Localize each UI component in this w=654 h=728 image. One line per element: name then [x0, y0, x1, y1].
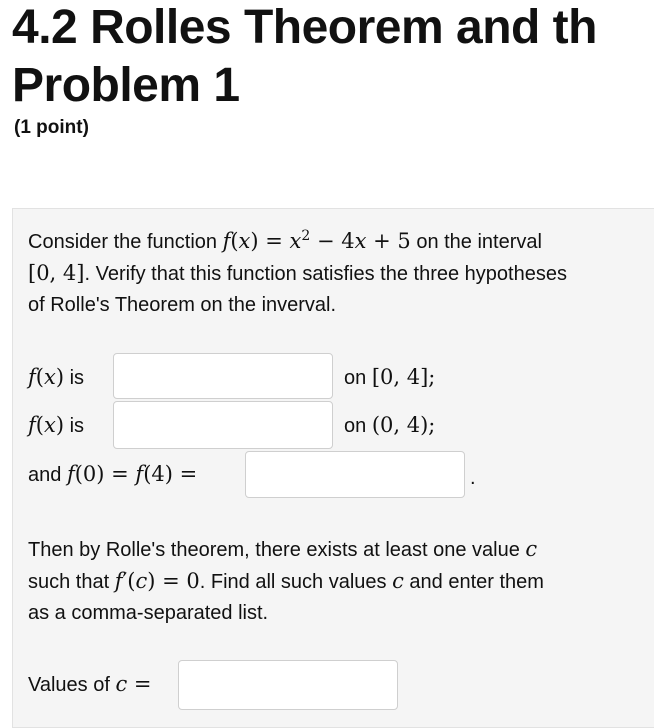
function-expression: $f(x) = x^2 - 4x + 5$: [222, 228, 411, 253]
row3-label: and f(0) = f(4) =: [28, 462, 198, 486]
problem-title: Problem 1: [12, 59, 240, 112]
continuity-input[interactable]: [113, 353, 333, 399]
then-line-1: Then by Rolle's theorem, there exists at least one value c: [28, 537, 538, 561]
row1-interval: on [0, 4];: [344, 365, 436, 389]
row2-label: f(x) is: [28, 413, 85, 437]
intro-line-1: Consider the function $f(x) = x^2 - 4x + 5$ on the interval: [28, 228, 542, 253]
equal-value-input[interactable]: [245, 451, 465, 498]
row2-interval: on (0, 4);: [344, 413, 436, 437]
then-line-3: as a comma-separated list.: [28, 602, 269, 624]
row1-label: f(x) is: [28, 365, 85, 389]
page-title: 4.2 Rolles Theorem and th: [12, 1, 597, 54]
period: .: [470, 467, 476, 489]
differentiability-input[interactable]: [113, 401, 333, 449]
interval-closed: [0, 4]: [28, 261, 85, 285]
intro-line-2: [0, 4]. Verify that this function satisfies the three hypotheses: [28, 261, 567, 285]
c-values-input[interactable]: [178, 660, 398, 710]
intro-line-3: of Rolle's Theorem on the inverval.: [28, 294, 337, 316]
points-label: (1 point): [14, 117, 89, 138]
then-line-2: such that f′(c) = 0. Find all such values c and enter them: [28, 569, 544, 593]
values-label: Values of c =: [28, 672, 152, 696]
